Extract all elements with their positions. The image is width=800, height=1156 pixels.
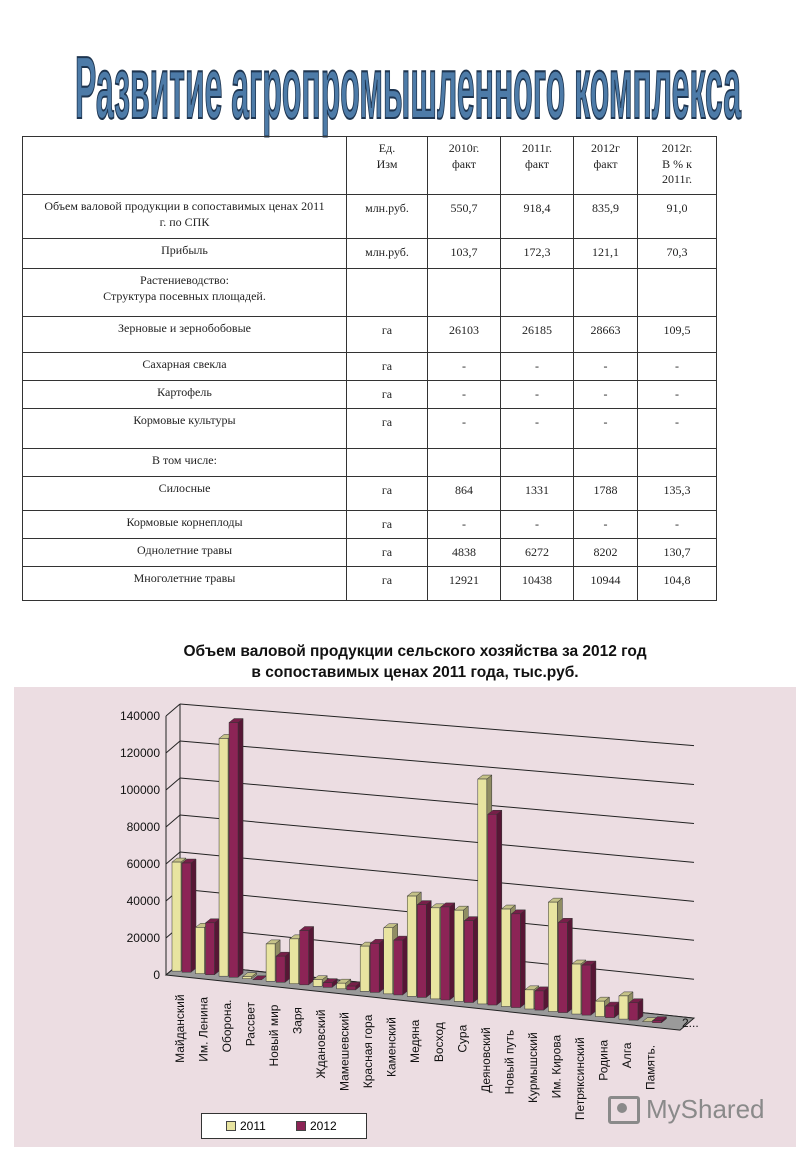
x-tick-label: Новый путь bbox=[502, 1029, 517, 1095]
bar-2012-7 bbox=[323, 983, 332, 988]
bar-2012-14 bbox=[488, 814, 497, 1005]
table-cell: - bbox=[428, 381, 501, 409]
bar-2012-14-side bbox=[497, 810, 502, 1005]
bar-2012-1-side bbox=[191, 859, 196, 972]
chart-heading-line1: Объем валовой продукции сельского хозяйства за 2012 год bbox=[183, 643, 647, 660]
table-header-cell: 2012г. В % к 2011г. bbox=[638, 137, 717, 195]
bar-2011-8 bbox=[337, 983, 346, 989]
y-tick-label: 100000 bbox=[119, 783, 160, 797]
table-cell: 1788 bbox=[574, 477, 638, 511]
bar-2012-1 bbox=[182, 863, 191, 972]
table-cell: - bbox=[428, 511, 501, 539]
table-cell: 26185 bbox=[501, 317, 574, 353]
bar-2012-6-side bbox=[309, 927, 314, 985]
table-row-label: Кормовые культуры bbox=[23, 409, 347, 449]
bar-2012-3-side bbox=[238, 719, 243, 978]
table-cell bbox=[638, 449, 717, 477]
table-cell: - bbox=[574, 353, 638, 381]
bar-2011-13 bbox=[454, 910, 463, 1001]
table-cell: га bbox=[347, 539, 428, 567]
bar-2011-12 bbox=[431, 908, 440, 999]
table-cell bbox=[501, 449, 574, 477]
x-tick-label: Деяновский bbox=[478, 1027, 493, 1093]
legend-label-2012: 2012 bbox=[310, 1119, 337, 1133]
table-row bbox=[23, 381, 717, 409]
table-row bbox=[23, 353, 717, 381]
chart-heading bbox=[100, 641, 730, 683]
table-cell: 172,3 bbox=[501, 239, 574, 269]
table-cell: 26103 bbox=[428, 317, 501, 353]
table-cell: - bbox=[501, 381, 574, 409]
x-tick-label: Память. bbox=[643, 1044, 658, 1091]
gridline-side bbox=[166, 815, 180, 827]
x-tick-label: Алга bbox=[619, 1042, 634, 1069]
bar-2012-21 bbox=[652, 1021, 661, 1023]
bar-2012-18-side bbox=[591, 961, 596, 1015]
y-tick-label: 20000 bbox=[126, 931, 160, 945]
x-tick-label: Майданский bbox=[173, 994, 187, 1063]
bar-2012-11-side bbox=[426, 901, 431, 998]
bar-2012-10 bbox=[394, 940, 403, 995]
table-header-cell: Ед. Изм bbox=[347, 137, 428, 195]
bar-2011-14 bbox=[478, 779, 487, 1004]
table-cell: 104,8 bbox=[638, 567, 717, 601]
table-cell: - bbox=[638, 511, 717, 539]
bar-2011-19 bbox=[595, 1001, 604, 1016]
bar-chart bbox=[14, 687, 796, 1147]
table-cell bbox=[428, 449, 501, 477]
table-row bbox=[23, 239, 717, 269]
gridline bbox=[180, 852, 694, 901]
bar-2012-9-side bbox=[379, 939, 384, 992]
table-cell bbox=[501, 269, 574, 317]
table-cell: га bbox=[347, 511, 428, 539]
bar-2011-5 bbox=[266, 944, 275, 981]
watermark bbox=[608, 1094, 765, 1125]
table-cell bbox=[347, 449, 428, 477]
page-title-graphic bbox=[0, 8, 800, 138]
table-cell: 130,7 bbox=[638, 539, 717, 567]
x-tick-label: Рассвет bbox=[243, 1002, 258, 1047]
table-row-label: Однолетние травы bbox=[23, 539, 347, 567]
bar-2011-18 bbox=[572, 964, 581, 1014]
x-tick-label: Медяна bbox=[408, 1019, 423, 1064]
legend-swatch-2012 bbox=[296, 1121, 306, 1131]
table-cell bbox=[574, 269, 638, 317]
table-cell: - bbox=[638, 381, 717, 409]
table-cell: га bbox=[347, 317, 428, 353]
table-cell: - bbox=[501, 511, 574, 539]
legend-swatch-2011 bbox=[226, 1121, 236, 1131]
table-cell: 91,0 bbox=[638, 195, 717, 239]
bar-2012-13-side bbox=[473, 917, 478, 1003]
bar-2011-6 bbox=[290, 939, 299, 984]
table-cell bbox=[574, 449, 638, 477]
x-tick-label: Новый мир bbox=[267, 1004, 282, 1067]
bar-2011-7 bbox=[313, 980, 322, 987]
bar-2011-1 bbox=[172, 862, 181, 971]
bar-2012-17 bbox=[558, 922, 567, 1012]
x-tick-label: Сура bbox=[455, 1024, 470, 1053]
gridline bbox=[180, 815, 694, 862]
bar-2012-12 bbox=[441, 907, 450, 1000]
y-tick-label: 120000 bbox=[119, 746, 160, 760]
gridline bbox=[180, 778, 694, 823]
table-cell: га bbox=[347, 353, 428, 381]
bar-2011-3 bbox=[219, 738, 228, 976]
table-row-label: Сахарная свекла bbox=[23, 353, 347, 381]
table-cell: 12921 bbox=[428, 567, 501, 601]
bar-2012-15 bbox=[511, 914, 520, 1008]
gridline bbox=[180, 741, 694, 785]
bar-2011-16 bbox=[525, 990, 534, 1009]
table-row bbox=[23, 269, 717, 317]
x-tick-label: Ждановский bbox=[314, 1009, 329, 1079]
table-row bbox=[23, 477, 717, 511]
y-tick-label: 0 bbox=[153, 968, 160, 982]
y-tick-label: 140000 bbox=[119, 709, 160, 723]
bar-2012-13 bbox=[464, 921, 473, 1003]
table-cell: 70,3 bbox=[638, 239, 717, 269]
page-title: Развитие агропромышленного комплекса bbox=[75, 39, 742, 138]
bar-2011-11 bbox=[407, 896, 416, 996]
bar-2012-16 bbox=[535, 991, 544, 1010]
data-table bbox=[22, 136, 717, 601]
table-row bbox=[23, 449, 717, 477]
table-cell: - bbox=[501, 353, 574, 381]
table-header-row bbox=[23, 137, 717, 195]
page-title-area bbox=[0, 8, 800, 138]
bar-2012-20 bbox=[629, 1003, 638, 1020]
table-cell: млн.руб. bbox=[347, 195, 428, 239]
table-cell bbox=[638, 269, 717, 317]
table-row-label: Зерновые и зернобобовые bbox=[23, 317, 347, 353]
table-cell: 10944 bbox=[574, 567, 638, 601]
legend-item-2011 bbox=[226, 1119, 266, 1133]
table-cell: га bbox=[347, 381, 428, 409]
table-cell: - bbox=[501, 409, 574, 449]
depth-axis-label: 2... bbox=[682, 1016, 699, 1030]
table-row-label: Кормовые корнеплоды bbox=[23, 511, 347, 539]
y-tick-label: 60000 bbox=[126, 857, 160, 871]
table-cell: 918,4 bbox=[501, 195, 574, 239]
gridline-side bbox=[166, 704, 180, 716]
table-row-label: Картофель bbox=[23, 381, 347, 409]
bar-2011-4 bbox=[243, 977, 252, 979]
table-cell: га bbox=[347, 477, 428, 511]
bar-2011-15 bbox=[501, 909, 510, 1006]
bar-2011-10 bbox=[384, 928, 393, 994]
y-tick-label: 40000 bbox=[126, 894, 160, 908]
bar-2012-5 bbox=[276, 956, 285, 982]
table-row bbox=[23, 511, 717, 539]
table-cell: - bbox=[638, 409, 717, 449]
table-cell: - bbox=[638, 353, 717, 381]
chart-heading-line2: в сопоставимых ценах 2011 года, тыс.руб. bbox=[251, 664, 579, 681]
x-tick-label: Оборона. bbox=[220, 999, 235, 1053]
bar-2012-17-side bbox=[567, 918, 572, 1012]
table-row-label: Растениеводство: Структура посевных площадей. bbox=[23, 269, 347, 317]
gridline-side bbox=[166, 741, 180, 753]
table-cell: 4838 bbox=[428, 539, 501, 567]
x-tick-label: Курмышский bbox=[525, 1032, 540, 1103]
chart-legend bbox=[201, 1113, 367, 1139]
table-row bbox=[23, 195, 717, 239]
x-tick-label: Заря bbox=[290, 1007, 305, 1035]
bar-2011-17 bbox=[548, 902, 557, 1011]
table-cell: - bbox=[574, 409, 638, 449]
bar-2012-2-side bbox=[215, 919, 220, 975]
bar-2012-3 bbox=[229, 723, 238, 978]
table-cell: га bbox=[347, 409, 428, 449]
table-cell: 835,9 bbox=[574, 195, 638, 239]
legend-item-2012 bbox=[296, 1119, 337, 1133]
x-tick-label: Восход bbox=[431, 1022, 446, 1063]
table-row-label: Прибыль bbox=[23, 239, 347, 269]
x-tick-label: Красная гора bbox=[361, 1014, 376, 1089]
table-cell: 121,1 bbox=[574, 239, 638, 269]
table-cell: 6272 bbox=[501, 539, 574, 567]
table-cell: 864 bbox=[428, 477, 501, 511]
table-cell: 10438 bbox=[501, 567, 574, 601]
bar-2011-2 bbox=[196, 927, 205, 973]
table-cell: 109,5 bbox=[638, 317, 717, 353]
bar-2012-12-side bbox=[450, 903, 455, 1000]
table-row-label: Многолетние травы bbox=[23, 567, 347, 601]
table-row bbox=[23, 317, 717, 353]
bar-2012-18 bbox=[582, 965, 591, 1015]
gridline-side bbox=[166, 778, 180, 790]
x-tick-label: Мамешевский bbox=[337, 1012, 352, 1092]
table-cell: 8202 bbox=[574, 539, 638, 567]
table-row bbox=[23, 567, 717, 601]
bar-2012-15-side bbox=[520, 910, 525, 1008]
table-cell: га bbox=[347, 567, 428, 601]
watermark-text: MyShared bbox=[646, 1094, 765, 1124]
bar-2011-20 bbox=[619, 996, 628, 1019]
bar-2012-19 bbox=[605, 1006, 614, 1018]
bar-2012-8 bbox=[347, 986, 356, 990]
x-tick-label: Им. Кирова bbox=[549, 1034, 564, 1099]
table-header-cell: 2011г. факт bbox=[501, 137, 574, 195]
table-row-label: Объем валовой продукции в сопоставимых ценах 2011 г. по СПК bbox=[23, 195, 347, 239]
table-row bbox=[23, 409, 717, 449]
table-header-cell: 2010г. факт bbox=[428, 137, 501, 195]
x-tick-label: Родина bbox=[596, 1039, 611, 1081]
bar-2012-2 bbox=[206, 923, 215, 975]
table-cell: 103,7 bbox=[428, 239, 501, 269]
bar-2012-9 bbox=[370, 943, 379, 992]
bar-2012-10-side bbox=[403, 936, 408, 995]
table-cell bbox=[347, 269, 428, 317]
y-tick-label: 80000 bbox=[126, 820, 160, 834]
table-cell bbox=[428, 269, 501, 317]
table-cell: млн.руб. bbox=[347, 239, 428, 269]
table-cell: - bbox=[428, 409, 501, 449]
bar-2012-11 bbox=[417, 905, 426, 998]
bar-2012-6 bbox=[300, 931, 309, 985]
table-cell: 28663 bbox=[574, 317, 638, 353]
table-row bbox=[23, 539, 717, 567]
x-tick-label: Им. Ленина bbox=[196, 996, 211, 1062]
table-row-label: Силосные bbox=[23, 477, 347, 511]
presentation-icon bbox=[608, 1096, 640, 1124]
table-header-cell: 2012г факт bbox=[574, 137, 638, 195]
x-tick-label: Каменский bbox=[384, 1017, 399, 1078]
legend-label-2011: 2011 bbox=[240, 1119, 266, 1133]
table-cell: 550,7 bbox=[428, 195, 501, 239]
table-cell: 1331 bbox=[501, 477, 574, 511]
table-cell: 135,3 bbox=[638, 477, 717, 511]
table-cell: - bbox=[574, 381, 638, 409]
table-row-label: В том числе: bbox=[23, 449, 347, 477]
table-header-cell bbox=[23, 137, 347, 195]
chart-panel bbox=[14, 687, 796, 1147]
x-tick-label: Петряксинский bbox=[572, 1037, 587, 1121]
bar-2011-9 bbox=[360, 946, 369, 991]
table-cell: - bbox=[574, 511, 638, 539]
table-cell: - bbox=[428, 353, 501, 381]
gridline bbox=[180, 704, 694, 746]
bar-2012-5-side bbox=[285, 952, 290, 982]
